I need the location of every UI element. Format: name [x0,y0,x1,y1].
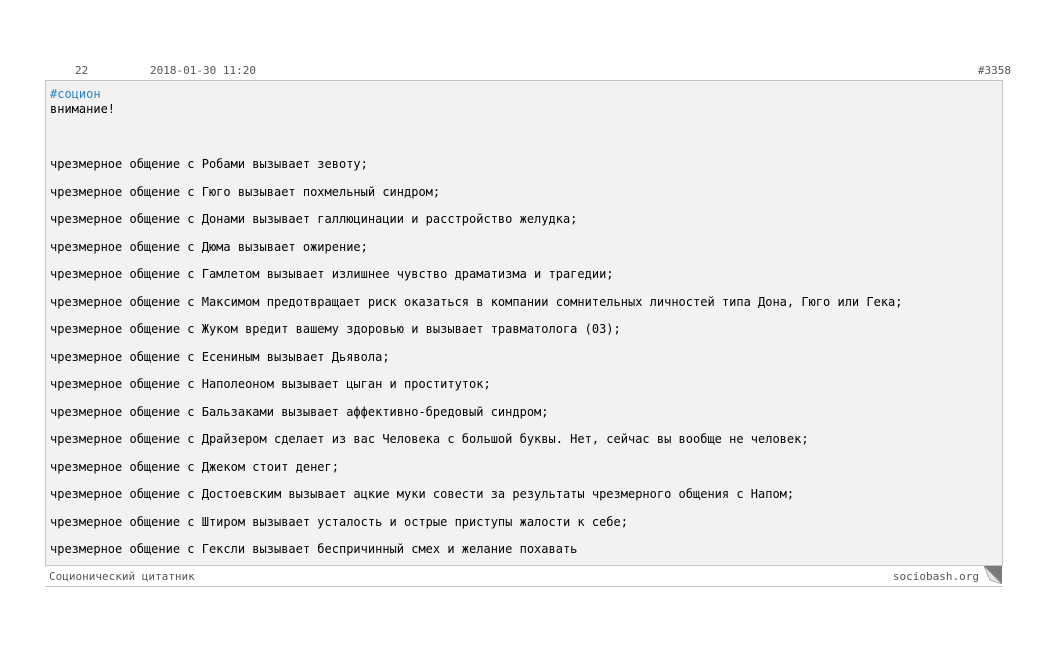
quote-line: чрезмерное общение с Есениным вызывает Дьявола; [50,349,390,364]
quote-line: чрезмерное общение с Достоевским вызывает ацкие муки совести за результаты чрезмерного общения с Напом; [50,487,795,501]
quote-line: чрезмерное общение с Гексли вызывает беспричинный смех и желание похавать [50,542,578,556]
quote-date: 2018-01-30 11:20 [150,64,256,77]
quote-line: чрезмерное общение с Робами вызывает зевоту; [50,157,368,171]
quote-id-link[interactable]: #3358 [977,64,1011,77]
quote-footer [45,566,1003,587]
site-url-link[interactable]: sociobash.org [892,570,979,583]
quote-line: чрезмерное общение с Донами вызывает галлюцинации и расстройство желудка; [50,212,578,226]
site-name: Соционический цитатник [49,570,195,583]
quote-line: чрезмерное общение с Жуком вредит вашему здоровью и вызывает травматолога (03); [50,322,621,336]
quote-line: чрезмерное общение с Дюма вызывает ожирение; [50,239,368,254]
quote-line: чрезмерное общение с Наполеоном вызывает цыган и проституток; [50,377,491,391]
quote-intro: внимание! [50,102,116,116]
quote-line: чрезмерное общение с Джеком стоит денег; [50,459,339,474]
quote-line: чрезмерное общение с Гюго вызывает похмельный синдром; [50,184,441,199]
quote-line: чрезмерное общение с Максимом предотвращает риск оказаться в компании сомнительных личностей типа Дона, Гюго или Гека; [50,294,903,309]
quote-body [45,80,1003,566]
quote-header [45,62,1011,80]
quote-line: чрезмерное общение с Драйзером сделает из вас Человека с большой буквы. Нет, сейчас вы вообще не человек; [50,432,809,446]
quote-line: чрезмерное общение с Бальзаками вызывает аффективно-бредовый синдром; [50,404,549,419]
tag-link[interactable]: #социон [50,87,101,101]
quote-rating: 22 [75,64,89,77]
quote-lines [50,157,998,570]
page-curl-icon[interactable] [984,566,1002,584]
quote-line: чрезмерное общение с Гамлетом вызывает излишнее чувство драматизма и трагедии; [50,267,614,281]
quote-line: чрезмерное общение с Штиром вызывает усталость и острые приступы жалости к себе; [50,514,628,529]
